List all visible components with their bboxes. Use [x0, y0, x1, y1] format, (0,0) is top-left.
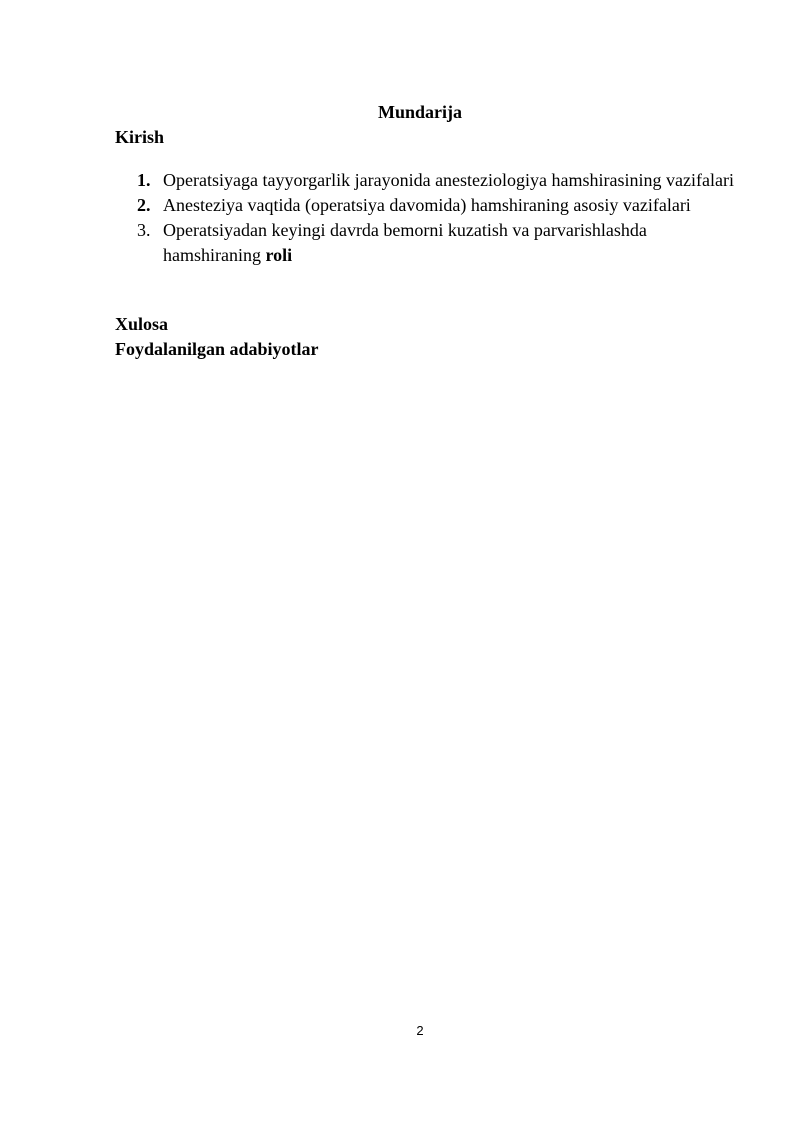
toc-item-text: Operatsiyadan keyingi davrda bemorni kuzatish va parvarishlashda hamshiraning — [163, 220, 647, 265]
references-heading: Foydalanilgan adabiyotlar — [115, 339, 319, 359]
toc-item-bold-text: roli — [265, 245, 293, 265]
toc-item-text: Anesteziya vaqtida (operatsiya davomida) hamshiraning asosiy vazifalari — [163, 195, 691, 215]
page-title: Mundarija — [377, 102, 462, 122]
toc-item-2 — [115, 193, 735, 218]
toc-item-number: 1. — [137, 170, 151, 190]
toc-item-3 — [115, 218, 735, 268]
conclusion-heading: Xulosa — [115, 314, 169, 334]
toc-item-text: Operatsiyaga tayyorgarlik jarayonida anesteziologiya hamshirasining vazifalari — [163, 170, 734, 190]
toc-list — [115, 168, 735, 268]
toc-item-number: 2. — [137, 195, 151, 215]
page-number: 2 — [416, 1023, 424, 1038]
intro-heading: Kirish — [115, 127, 165, 147]
toc-item-1 — [115, 168, 735, 193]
toc-item-number: 3. — [137, 220, 151, 240]
